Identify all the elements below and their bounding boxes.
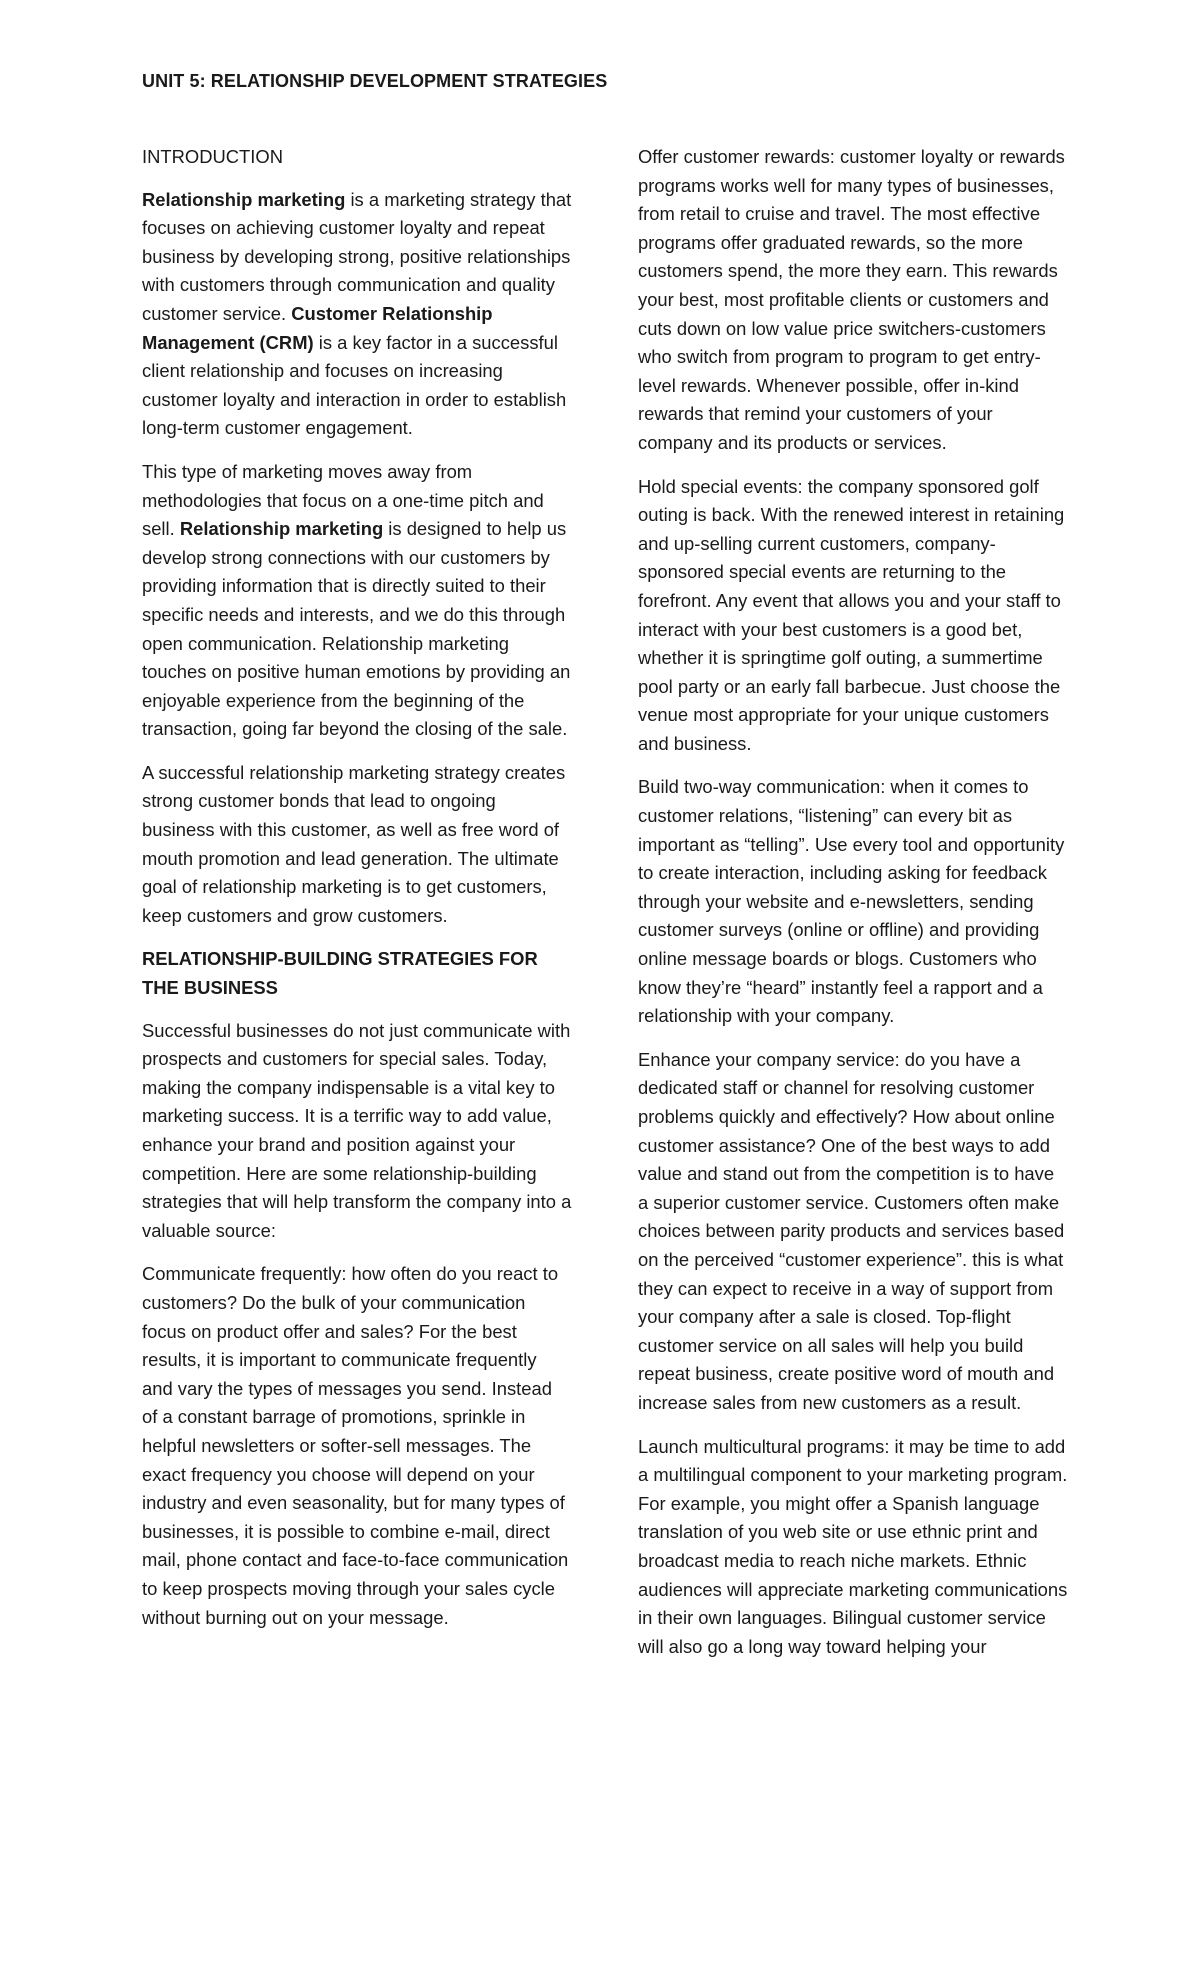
multicultural-programs-paragraph: Launch multicultural programs: it may be time to add a multilingual component to your marketing program. For example, you might offer a Spanish language translation of you web site or use ethnic print and broadcast media to reach niche markets. Ethnic audiences will appreciate marketing communications in their own languages. Bilingual customer service will also go a long way toward helping your bbox=[638, 1435, 1068, 1657]
page-title: UNIT 5: RELATIONSHIP DEVELOPMENT STRATEGIES bbox=[142, 71, 608, 91]
communicate-frequently-paragraph: Communicate frequently: how often do you react to customers? Do the bulk of your communication focus on product offer and sales? For the best results, it is important to communicate frequently and vary the types of messages you send. Instead of a constant barrage of promotions, sprinkle in helpful newsletters or softer-sell messages. The exact frequency you choose will depend on your industry and even seasonality, but for many types of businesses, it is possible to combine e-mail, direct mail, phone contact and face-to-face communication to keep prospects moving through your sales cycle without burning out on your message. bbox=[142, 1263, 569, 1628]
methodology-paragraph bbox=[142, 458, 572, 744]
methodology-text-1: This type of marketing moves away from methodologies that focus on a one-time pitch and sell. bbox=[142, 460, 544, 540]
right-column bbox=[638, 143, 1068, 1676]
term-crm: Customer Relationship Management (CRM) bbox=[142, 302, 493, 353]
special-events-paragraph: Hold special events: the company sponsored golf outing is back. With the renewed interest in retaining and up-selling current customers, company-sponsored special events are returning to the forefront. Any event that allows you and your staff to interact with your best customers is a good bet, whether it is springtime golf outing, a summertime pool party or an early fall barbecue. Just choose the venue most appropriate for your unique customers and business. bbox=[638, 475, 1065, 754]
successful-businesses-paragraph: Successful businesses do not just communicate with prospects and customers for special sales. Today, making the company indispensable is a vital key to marketing success. It is a terrific way to add value, enhance your brand and position against your competition. Here are some relationship-building strategies that will help transform the company into a valuable source: bbox=[142, 1019, 572, 1241]
company-service-paragraph: Enhance your company service: do you have a dedicated staff or channel for resolving customer problems quickly and effectively? How about online customer assistance? One of the best ways to add value and stand out from the competition is to have a superior customer service. Customers often make choices between parity products and services based on the perceived “customer experience”. this is what they can expect to receive in a way of support from your company after a sale is closed. Top-flight customer service on all sales will help you build repeat business, create positive word of mouth and increase sales from new customers as a result. bbox=[638, 1048, 1065, 1413]
term-relationship-marketing: Relationship marketing bbox=[142, 188, 346, 210]
left-column bbox=[142, 143, 572, 1647]
term-relationship-marketing-2: Relationship marketing bbox=[179, 518, 384, 540]
introduction-heading: INTRODUCTION bbox=[142, 146, 283, 167]
two-way-communication-paragraph: Build two-way communication: when it comes to customer relations, “listening” can every bit as important as “telling”. Use every tool and opportunity to create interaction, including asking for feedback through your website and e-newsletters, sending customer surveys (online or offline) and providing online message boards or blogs. Customers who know they’re “heard” instantly feel a rapport and a relationship with your company. bbox=[638, 776, 1065, 1027]
methodology-text-2: is designed to help us develop strong connections with our customers by providing information that is directly suited to their specific needs and interests, and we do this through open communication. Relationship marketing touches on positive human emotions by providing an enjoyable experience from the beginning of the transaction, going far beyond the closing of the sale. bbox=[142, 518, 571, 740]
section-heading: RELATIONSHIP-BUILDING STRATEGIES FOR THE BUSINESS bbox=[142, 948, 538, 999]
intro-text-2: is a key factor in a successful client relationship and focuses on increasing customer loyalty and interaction in order to establish long-term customer engagement. bbox=[142, 331, 567, 439]
intro-paragraph bbox=[142, 186, 572, 443]
intro-text-1: is a marketing strategy that focuses on achieving customer loyalty and repeat business by developing strong, positive relationships with customers through communication and quality customer service. bbox=[142, 188, 572, 324]
customer-rewards-paragraph: Offer customer rewards: customer loyalty or rewards programs works well for many types of businesses, from retail to cruise and travel. The most effective programs offer graduated rewards, so the more customers spend, the more they earn. This rewards your best, most profitable clients or customers and cuts down on low value price switchers-customers who switch from program to program to get entry-level rewards. Whenever possible, offer in-kind rewards that remind your customers of your company and its products or services. bbox=[638, 146, 1065, 453]
strategy-goal-paragraph: A successful relationship marketing strategy creates strong customer bonds that lead to ongoing business with this customer, as well as free word of mouth promotion and lead generation. The ultimate goal of relationship marketing is to get customers, keep customers and grow customers. bbox=[142, 761, 566, 926]
